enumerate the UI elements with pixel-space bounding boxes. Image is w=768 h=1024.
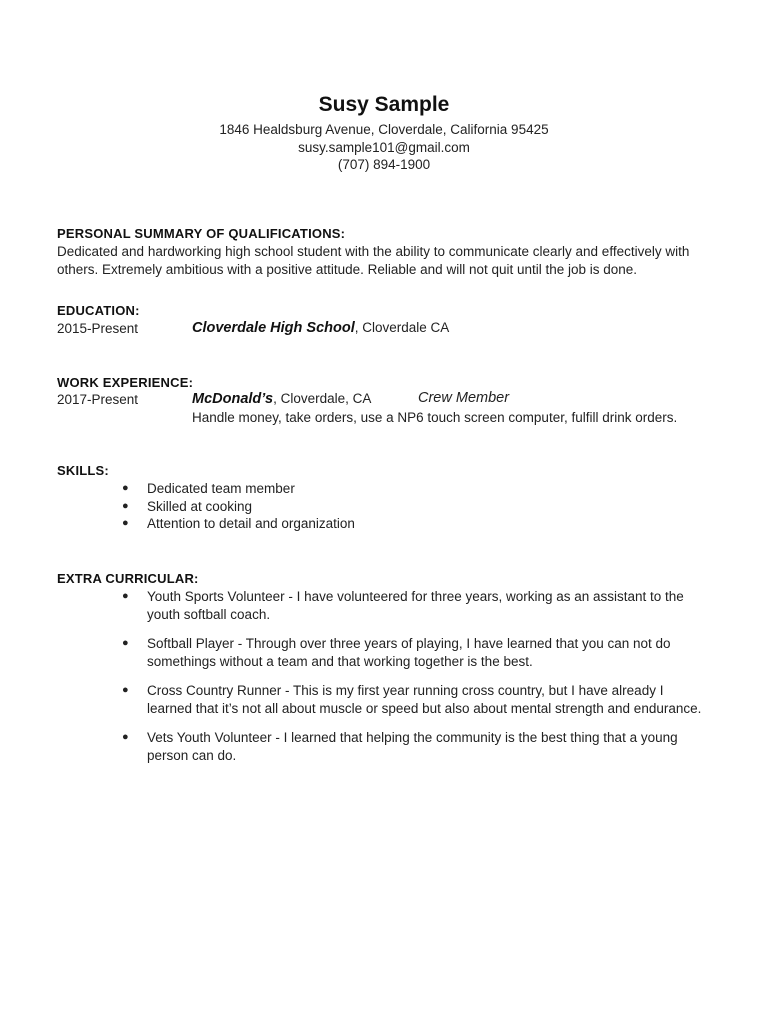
extracurricular-item: ● Youth Sports Volunteer - I have volunteered for three years, working as an assistant to the youth softball coach. <box>122 589 684 622</box>
bullet-icon: ● <box>122 590 129 602</box>
bullet-icon: ● <box>122 684 129 696</box>
skills-heading: SKILLS: <box>57 463 109 478</box>
summary-text: Dedicated and hardworking high school student with the ability to communicate clearly and effectively with others. Extremely ambitious with a positive attitude. Reliable and will not quit until the job is done. <box>57 244 690 277</box>
school-name: Cloverdale High School <box>192 320 355 336</box>
extracurricular-item: ● Vets Youth Volunteer - I learned that helping the community is the best thing that a young person can do. <box>122 730 678 763</box>
bullet-icon: ● <box>122 517 129 529</box>
employer-location: , Cloverdale, CA <box>273 391 372 406</box>
work-dates: 2017-Present <box>57 392 139 407</box>
contact-phone: (707) 894-1900 <box>337 157 431 172</box>
extracurricular-list <box>122 588 712 764</box>
contact-email: susy.sample101@gmail.com <box>298 140 470 155</box>
skill-item: ● Dedicated team member <box>122 481 295 496</box>
bullet-icon: ● <box>122 731 129 743</box>
work-entry <box>192 390 371 408</box>
work-description: Handle money, take orders, use a NP6 touch screen computer, fulfill drink orders. <box>192 410 678 425</box>
education-dates: 2015-Present <box>57 321 139 336</box>
employer-name: McDonald’s <box>192 391 274 407</box>
bullet-icon: ● <box>122 637 129 649</box>
skill-item: ● Skilled at cooking <box>122 498 253 514</box>
summary-heading: PERSONAL SUMMARY OF QUALIFICATIONS: <box>57 226 346 241</box>
bullet-icon: ● <box>122 482 129 494</box>
extracurricular-item: ● Cross Country Runner - This is my first year running cross country, but I have already I learned that it’s not all about muscle or speed but also about mental strength and endurance. <box>122 683 702 716</box>
contact-address: 1846 Healdsburg Avenue, Cloverdale, California 95425 <box>219 122 549 137</box>
bullet-icon: ● <box>122 499 129 512</box>
work-role: Crew Member <box>418 390 510 406</box>
skills-list <box>122 480 712 533</box>
resume-name: Susy Sample <box>318 93 450 116</box>
extracurricular-heading: EXTRA CURRICULAR: <box>57 571 199 586</box>
skill-item: ● Attention to detail and organization <box>122 516 355 531</box>
education-entry <box>192 319 449 337</box>
school-location: , Cloverdale CA <box>354 320 450 335</box>
extracurricular-item: ● Softball Player - Through over three years of playing, I have learned that you can not do somethings without a team and that working together is the best. <box>122 636 671 669</box>
education-heading: EDUCATION: <box>57 303 140 318</box>
work-heading: WORK EXPERIENCE: <box>57 375 194 390</box>
